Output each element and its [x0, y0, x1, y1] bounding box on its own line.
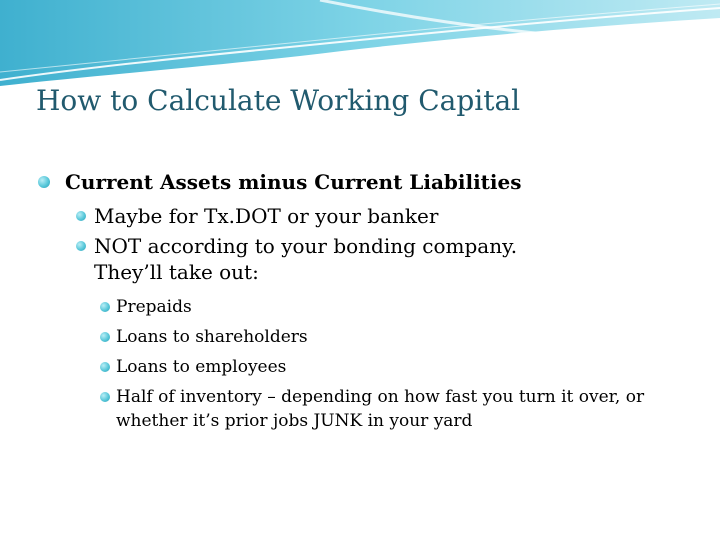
sub-bullet-text-continued: They’ll take out: — [94, 260, 259, 284]
bullet-main — [18, 165, 698, 199]
sub-sub-bullet-text: Half of inventory – depending on how fast you turn it over, or — [116, 387, 645, 407]
bullet-list — [18, 165, 698, 433]
sub-sub-bullet — [18, 355, 698, 379]
bullet-icon — [76, 241, 86, 251]
sub-sub-bullet-text: Prepaids — [116, 297, 192, 317]
sub-sub-bullet — [18, 325, 698, 349]
sub-bullet-text: NOT according to your bonding company. — [94, 234, 518, 258]
sub-sub-bullet — [18, 295, 698, 319]
bullet-icon — [100, 392, 110, 402]
sub-bullet — [18, 203, 698, 229]
sub-bullet-text: Maybe for Tx.DOT or your banker — [94, 204, 439, 228]
bullet-icon — [76, 211, 86, 221]
slide-title: How to Calculate Working Capital — [36, 84, 521, 117]
bullet-icon — [100, 362, 110, 372]
sub-sub-bullet-text-continued: whether it’s prior jobs JUNK in your yard — [116, 411, 473, 431]
bullet-main-text: Current Assets minus Current Liabilities — [65, 170, 522, 194]
header-wave-band — [0, 0, 720, 90]
bullet-icon — [38, 176, 50, 188]
sub-sub-bullet — [18, 385, 698, 433]
sub-sub-bullet-text: Loans to shareholders — [116, 327, 308, 347]
bullet-icon — [100, 302, 110, 312]
sub-bullet — [18, 233, 698, 285]
bullet-icon — [100, 332, 110, 342]
sub-sub-bullet-text: Loans to employees — [116, 357, 287, 377]
